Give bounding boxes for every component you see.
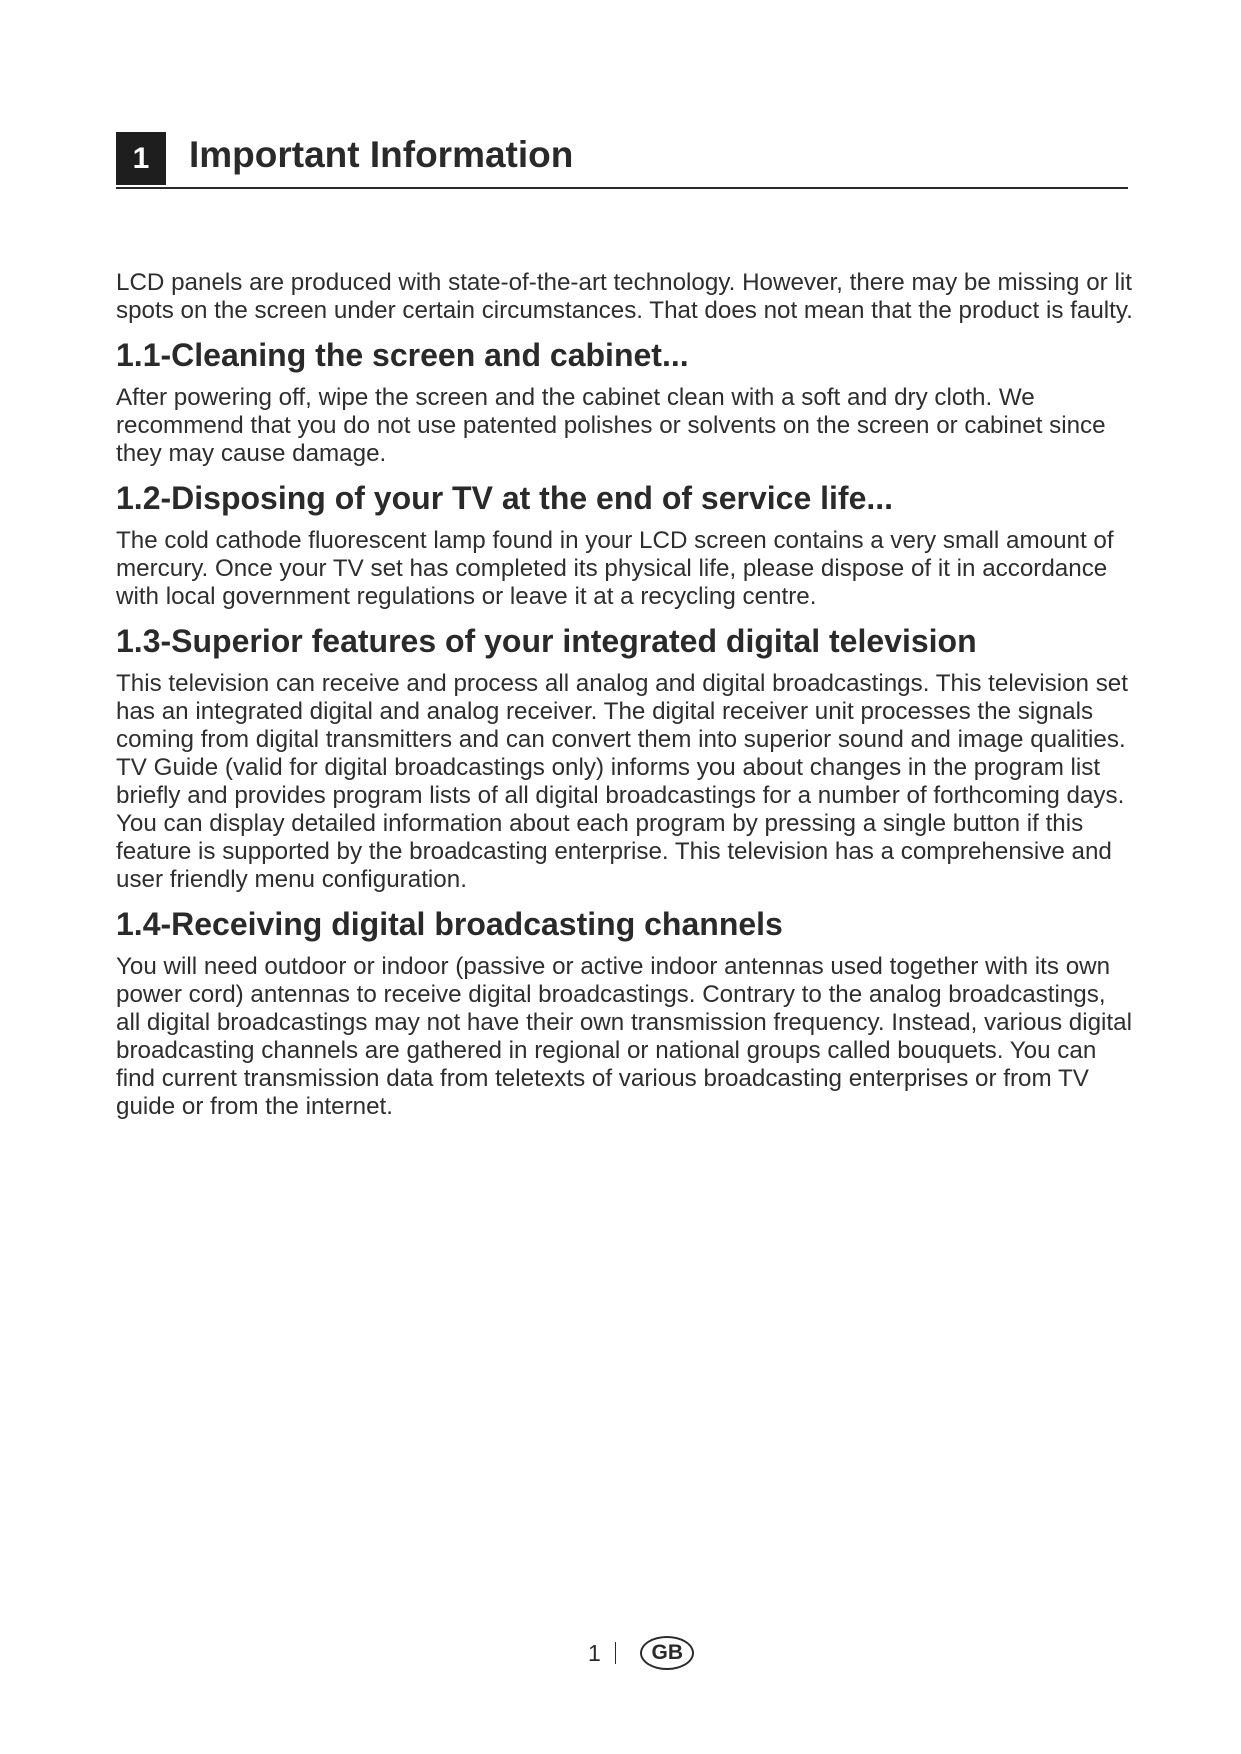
page-content (116, 269, 1136, 1121)
chapter-header (116, 132, 1128, 189)
footer-divider (615, 1642, 617, 1664)
section-heading-cleaning: 1.1-Cleaning the screen and cabinet... (116, 337, 689, 373)
intro-paragraph: LCD panels are produced with state-of-the-art technology. However, there may be missing or lit spots on the screen under certain circumstances. That does not mean that the product is faulty. (116, 269, 1133, 324)
language-badge: GB (640, 1636, 694, 1670)
section-heading-disposing: 1.2-Disposing of your TV at the end of service life... (116, 480, 894, 516)
section-body-cleaning: After powering off, wipe the screen and the cabinet clean with a soft and dry cloth. We recommend that you do not use patented polishes or solvents on the screen or cabinet since they may cause damage. (116, 384, 1106, 467)
section-heading-receiving: 1.4-Receiving digital broadcasting channels (116, 906, 783, 942)
section-body-disposing: The cold cathode fluorescent lamp found in your LCD screen contains a very small amount of mercury. Once your TV set has completed its physical life, please dispose of it in accordance with local government regulations or leave it at a recycling centre. (116, 527, 1114, 610)
section-body-receiving: You will need outdoor or indoor (passive or active indoor antennas used together with its own power cord) antennas to receive digital broadcastings. Contrary to the analog broadcastings, all digital broadcastings may not have their own transmission frequency. Instead, various digital broadcasting channels are gathered in regional or national groups called bouquets. You can find current transmission data from teletexts of various broadcasting enterprises or from TV guide or from the internet. (116, 953, 1132, 1120)
chapter-title: Important Information (189, 134, 574, 175)
section-heading-features: 1.3-Superior features of your integrated digital television (116, 623, 977, 659)
section-body-features: This television can receive and process all analog and digital broadcastings. This television set has an integrated digital and analog receiver. The digital receiver unit processes the signals coming from digital transmitters and can convert them into superior sound and image qualities. TV Guide (valid for digital broadcastings only) informs you about changes in the program list briefly and provides program lists of all digital broadcastings for a number of forthcoming days. You can display detailed information about each program by pressing a single button if this feature is supported by the broadcasting enterprise. This television has a comprehensive and user friendly menu configuration. (116, 670, 1128, 893)
page-footer (588, 1636, 694, 1670)
chapter-number-badge: 1 (116, 132, 166, 185)
page-number: 1 (588, 1640, 601, 1666)
